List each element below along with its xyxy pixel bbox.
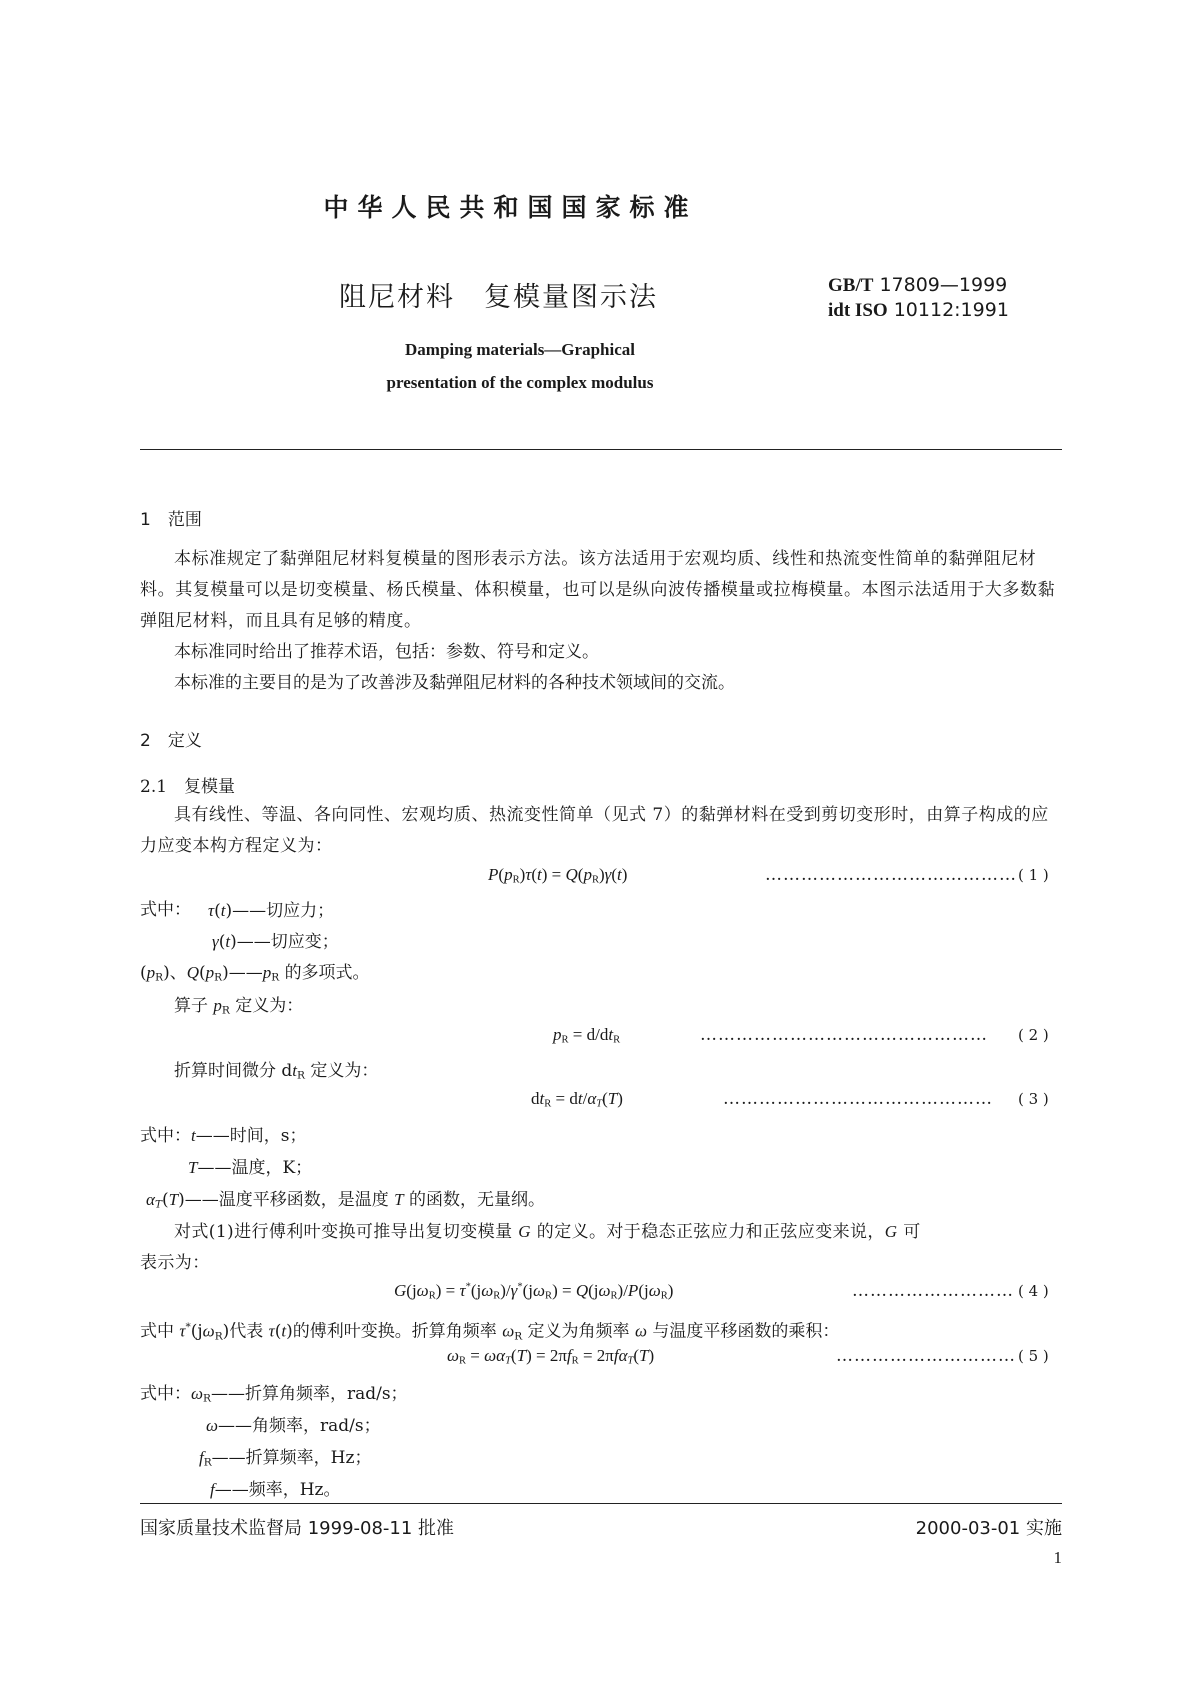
page-number: 1 (1053, 1548, 1062, 1567)
w-desc: ——角频率，rad/s； (218, 1416, 381, 1436)
where3a: 式中 (140, 1321, 174, 1342)
w-definition: ω——角频率，rad/s； (206, 1416, 381, 1436)
T-definition: T——温度，K； (188, 1158, 313, 1178)
equation-4: $G(j\omega_R) = \tau^*(j\omega_R)/\gamma^*(j\omega_R) = Q(j\omega_R)/P(j\omega_R)$ (394, 1281, 674, 1302)
polynomial-definition: $(p_R)$、$Q(p_R)——p_R$ 的多项式。 (140, 963, 370, 984)
effective-date: 2000-03-01 实施 (915, 1518, 1062, 1539)
fourier-c: 可 (903, 1222, 921, 1242)
section1-paragraph3: 本标准的主要目的是为了改善涉及黏弹阻尼材料的各种技术领域间的交流。 (174, 673, 735, 693)
where-label-2: 式中： (140, 1126, 191, 1146)
standard-number-block (828, 273, 1009, 323)
equation-1-leader: …………………………………… (765, 865, 1017, 885)
fR-desc: ——折算频率，Hz； (211, 1448, 372, 1468)
section2-heading: 2 定义 (140, 731, 202, 751)
equation-5-leader: ………………………… (836, 1346, 1016, 1366)
title-en-line1: Damping materials—Graphical (405, 340, 635, 359)
dt-intro-a: 折算时间微分 d (174, 1061, 293, 1081)
section2-1-heading: 2.1 复模量 (140, 777, 236, 797)
wR-desc: ——折算角频率，rad/s； (210, 1384, 408, 1404)
top-divider (140, 449, 1062, 450)
aT-desc: ——温度平移函数，是温度 (184, 1190, 389, 1210)
dt-intro: 折算时间微分 $dt_R$ 定义为： (174, 1061, 379, 1082)
gamma-desc: ——切应变； (236, 932, 339, 952)
where-label-1: 式中： (140, 900, 191, 920)
equation-1-number: ( 1 ) (1018, 866, 1049, 884)
section2-1-paragraph: 具有线性、等温、各向同性、宏观均质、热流变性简单（见式 7）的黏弹材料在受到剪切变形时，由算子构成的应力应变本构方程定义为： (140, 805, 1049, 856)
equation-4-leader: ……………………… (852, 1281, 1014, 1301)
section1-heading: 1 范围 (140, 510, 202, 530)
where3c: 的傅利叶变换。折算角频率 (292, 1321, 497, 1342)
T-desc: ——温度，K； (197, 1158, 313, 1178)
fourier-paragraph: 对式(1)进行傅利叶变换可推导出复切变模量 G 的定义。对于稳态正弦应力和正弦应变来说，G 可 表示为： (140, 1222, 921, 1273)
equation-3-leader: ……………………………………… (723, 1089, 993, 1109)
section1-paragraph1: 本标准规定了黏弹阻尼材料复模量的图形表示方法。该方法适用于宏观均质、线性和热流变性简单的黏弹阻尼材料。其复模量可以是切变模量、杨氏模量、体积模量，也可以是纵向波传播模量或拉梅模量。本图示法适用于大多数黏弹阻尼材料，而且具有足够的精度。 (140, 549, 1056, 631)
fourier-a: 对式(1)进行傅利叶变换可推导出复切变模量 (174, 1222, 513, 1242)
f-desc: ——频率，Hz。 (214, 1480, 341, 1500)
wR-definition: 式中：$\omega_R——$折算角频率，rad/s； (140, 1384, 408, 1405)
where3d: 定义为角频率 (527, 1321, 630, 1342)
equation-3: $dt_R = dt/\alpha_T(T)$ (531, 1089, 623, 1110)
document-title-en (280, 333, 760, 399)
aT-definition: $\alpha_T(T)——$温度平移函数，是温度 T 的函数，无量纲。 (146, 1190, 545, 1211)
bottom-divider (140, 1503, 1062, 1504)
equation-4-number: ( 4 ) (1018, 1282, 1049, 1300)
approval-date: 国家质量技术监督局 1999-08-11 批准 (140, 1518, 455, 1539)
fourier-transform-note: 式中 $\tau^*(j\omega_R)$代表 τ(t)的傅利叶变换。折算角频率 $\omega_R$ 定义为角频率 ω 与温度平移函数的乘积： (140, 1321, 840, 1343)
idt-number: 10112:1991 (893, 299, 1009, 321)
where3e: 与温度平移函数的乘积： (652, 1321, 840, 1342)
where-label-4: 式中： (140, 1384, 191, 1404)
title-en-line2: presentation of the complex modulus (386, 373, 654, 392)
std-prefix: GB/T (828, 275, 874, 296)
equation-5-number: ( 5 ) (1018, 1347, 1049, 1365)
fourier-b: 的定义。对于稳态正弦应力和正弦应变来说， (536, 1222, 885, 1242)
national-standard-header: 中华人民共和国国家标准 (323, 193, 698, 222)
idt-prefix: idt ISO (828, 300, 888, 321)
where3b: 代表 (229, 1321, 264, 1342)
equation-5: $\omega_R = \omega\alpha_T(T) = 2\pi f_R = 2\pi f\alpha_T(T)$ (447, 1346, 655, 1367)
tau-desc: ——切应力； (232, 901, 335, 921)
equation-2-leader: ………………………………………… (700, 1025, 988, 1045)
poly-desc: 的多项式。 (284, 963, 370, 983)
gamma-definition: γ(t)——切应变； (212, 932, 339, 952)
tau-definition: τ(t)——切应力； (208, 901, 335, 921)
t-definition: 式中：t——时间，s； (140, 1126, 307, 1146)
std-number: 17809—1999 (879, 274, 1008, 296)
section1-paragraph2: 本标准同时给出了推荐术语，包括：参数、符号和定义。 (174, 642, 599, 662)
dt-intro-b: 定义为： (310, 1061, 379, 1081)
equation-2-number: ( 2 ) (1018, 1026, 1049, 1044)
op-intro-b: 定义为： (235, 996, 304, 1016)
equation-3-number: ( 3 ) (1018, 1090, 1049, 1108)
operator-intro: 算子 $p_R$ 定义为： (174, 996, 304, 1017)
t-desc: ——时间，s； (195, 1126, 307, 1146)
equation-1: $P(p_R)\tau(t) = Q(p_R)\gamma(t)$ (488, 865, 628, 886)
equation-2: $p_R = d/dt_R$ (553, 1025, 621, 1046)
aT-desc2: 的函数，无量纲。 (409, 1190, 545, 1210)
document-title-cn: 阻尼材料 复模量图示法 (339, 282, 658, 313)
op-intro-a: 算子 (174, 996, 208, 1016)
fourier-d: 表示为： (140, 1253, 210, 1273)
f-definition: f——频率，Hz。 (210, 1480, 341, 1500)
fR-definition: $f_R——$折算频率，Hz； (199, 1448, 372, 1469)
